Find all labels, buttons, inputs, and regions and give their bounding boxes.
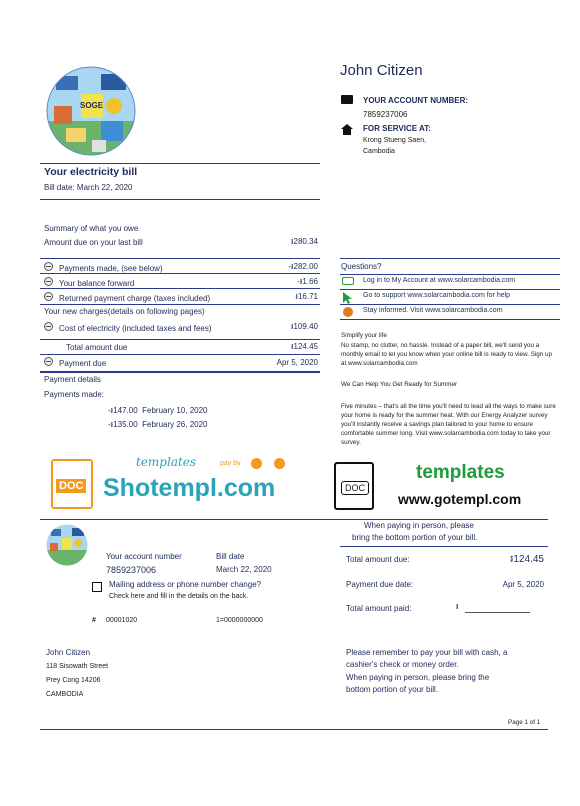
payment2: [108, 419, 208, 431]
code2: 1=0000000000: [216, 617, 263, 624]
stub-due-date-value: Apr 5, 2020: [502, 580, 544, 589]
minus-circle-icon: [44, 277, 53, 286]
stub-rule-top: [40, 519, 548, 520]
stub-paid-currency: ៛: [456, 602, 459, 611]
cost-value: ៛109.40: [290, 322, 318, 331]
returned-charge-value: ៛16.71: [295, 292, 318, 301]
rule-2: [40, 273, 320, 274]
reminder2: cashier's check or money order.: [346, 660, 459, 669]
balance-forward-label: Your balance forward: [59, 278, 135, 288]
reminder1: Please remember to pay your bill with cash, a: [346, 648, 508, 657]
info-icon: [343, 307, 353, 317]
doc-file-icon-orange: [51, 459, 93, 509]
stub-total-due-value: ៛124.45: [510, 554, 544, 565]
stub-bill-date-label: Bill date: [216, 552, 245, 561]
reminder4: bottom portion of your bill.: [346, 685, 439, 694]
stub-paid-label: Total amount paid:: [346, 604, 412, 613]
minus-circle-icon: [44, 262, 53, 271]
last-bill-row: [44, 236, 318, 248]
rule-7: [40, 371, 320, 373]
rule-q2: [340, 289, 560, 290]
stub-total-due-row: [346, 552, 544, 567]
mailing-hint: Check here and fill in the details on the back.: [109, 593, 249, 600]
stub-total-due-label: Total amount due:: [346, 555, 410, 564]
balance-forward-value: -៛1.66: [297, 277, 318, 286]
questions-item3[interactable]: Stay informed. Visit www.solarcambodia.com: [363, 307, 503, 314]
total-row: [44, 341, 318, 353]
cost-row: [44, 321, 318, 333]
service-label: FOR SERVICE AT:: [363, 124, 431, 133]
payments-made-label: Payments made, (see below): [59, 263, 163, 273]
payment-due-value: Apr 5, 2020: [276, 358, 318, 367]
templates-small: templates: [136, 455, 197, 469]
total-label: Total amount due: [66, 342, 128, 352]
addr-name: John Citizen: [46, 648, 91, 657]
folder-icon: [341, 95, 353, 104]
minus-circle-icon: [44, 357, 53, 366]
account-number-label: YOUR ACCOUNT NUMBER:: [363, 96, 469, 105]
gotempl-url: www.gotempl.com: [398, 491, 522, 507]
rule-q-top: [340, 258, 560, 259]
bill-date: Bill date: March 22, 2020: [44, 183, 133, 192]
logo-text: SOGE: [80, 101, 104, 110]
stub-rule-right: [340, 546, 548, 547]
payment-due-row: [44, 357, 318, 368]
payment-due-label: Payment due: [59, 359, 107, 368]
simplify-heading: Simplify your life: [341, 332, 387, 339]
doc-label-right: DOC: [341, 481, 369, 495]
last-bill-label: Amount due on your last bill: [44, 237, 143, 247]
payment1-date: February 10, 2020: [142, 406, 208, 415]
rule-q4: [340, 319, 560, 320]
code1-mark: #: [92, 617, 96, 624]
rule-4: [40, 304, 320, 305]
simplify-text: No stamp, no clutter, no hassle. Instead of a paper bill, we'll send you a monthly email to let you know when your online bill is ready to view. Sign up at www.solarcambodia.com: [341, 342, 553, 367]
payment1: [108, 405, 208, 417]
mailing-checkbox[interactable]: [92, 582, 102, 592]
last-bill-value: ៛280.34: [290, 237, 318, 246]
service-line1: Krong Stueng Saen,: [363, 137, 427, 144]
payments-made-heading: Payments made:: [44, 390, 105, 399]
templates-green: templates: [416, 462, 505, 483]
rule-q3: [340, 304, 560, 305]
stub-account-label: Your account number: [106, 552, 182, 561]
addr-line1: 118 Sisowath Street: [46, 663, 109, 670]
returned-charge-row: [44, 291, 318, 303]
payment-details-label: Payment details: [44, 375, 101, 384]
rule-bill-top: [40, 163, 320, 164]
code1: 00001020: [106, 617, 138, 624]
payments-made-row: [44, 261, 318, 273]
stub-paid-line[interactable]: [465, 612, 530, 613]
balance-forward-row: [44, 276, 318, 288]
ready-text: Five minutes – that's all the time you'll need to lead all the ways to make sure your home is ready for the summer heat. With our Energy Analyzer survey you'll instantly receive a savings plan tailored to your home to ensure comfortable summer long. Visit www.solarcambodia.com today to take your survey.: [341, 403, 556, 446]
house-icon: [341, 122, 353, 140]
doc-label-left: DOC: [56, 479, 86, 493]
returned-charge-label: Returned payment charge (taxes included): [59, 293, 211, 303]
rule-6: [40, 354, 320, 355]
payments-made-value: -៛282.00: [288, 262, 318, 271]
stub-bill-date-value: March 22, 2020: [216, 565, 272, 574]
stub-due-date-label: Payment due date:: [346, 580, 414, 589]
payment1-amount: -៛147.00: [108, 406, 138, 415]
bitcoin-icon: [251, 458, 262, 469]
questions-item2[interactable]: Go to support www.solarcambodia.com for help: [363, 292, 511, 299]
service-line2: Cambodia: [363, 148, 395, 155]
addr-line3: CAMBODIA: [46, 691, 84, 698]
reminder3: When paying in person, please bring the: [346, 673, 490, 682]
cost-label: Cost of electricity (included taxes and fees): [59, 323, 212, 333]
new-charges-label: Your new charges(details on following pages): [44, 307, 205, 316]
total-value: ៛124.45: [290, 342, 318, 351]
chat-icon: [342, 277, 354, 285]
company-logo: [46, 66, 136, 156]
bill-title: Your electricity bill: [44, 166, 138, 178]
pay-by: pay by: [220, 460, 241, 467]
paypal-icon: [274, 458, 285, 469]
stub-in-person-line2: bring the bottom portion of your bill.: [352, 533, 478, 542]
stub-in-person-line1: When paying in person, please: [364, 521, 474, 530]
doc-file-icon-black: [334, 462, 374, 510]
questions-heading: Questions?: [341, 262, 382, 271]
shotempl-brand: Shotempl.com: [103, 474, 276, 502]
rule-1: [40, 258, 320, 259]
rule-q1: [340, 274, 560, 275]
stub-logo: [46, 524, 88, 566]
customer-name: John Citizen: [340, 62, 423, 79]
page-number: Page 1 of 1: [508, 719, 541, 726]
rule-5: [40, 339, 320, 340]
stub-due-date-row: [346, 580, 544, 589]
addr-line2: Prey Cong 14206: [46, 677, 101, 684]
plus-circle-icon: [44, 292, 53, 301]
questions-item1[interactable]: Log in to My Account at www.solarcambodia.com: [363, 277, 516, 284]
rule-bill-bottom: [40, 199, 320, 200]
payment2-date: February 26, 2020: [142, 420, 208, 429]
mailing-label: Mailing address or phone number change?: [109, 580, 262, 589]
plus-circle-icon: [44, 322, 53, 331]
payment2-amount: -៛135.00: [108, 420, 138, 429]
rule-3: [40, 288, 320, 289]
ready-heading: We Can Help You Get Ready for Summer: [341, 381, 458, 388]
stub-rule-bottom: [40, 729, 548, 730]
summary-heading: Summary of what you owe: [44, 224, 139, 233]
stub-account-number: 7859237006: [106, 565, 157, 575]
account-number-value: 7859237006: [363, 110, 408, 119]
